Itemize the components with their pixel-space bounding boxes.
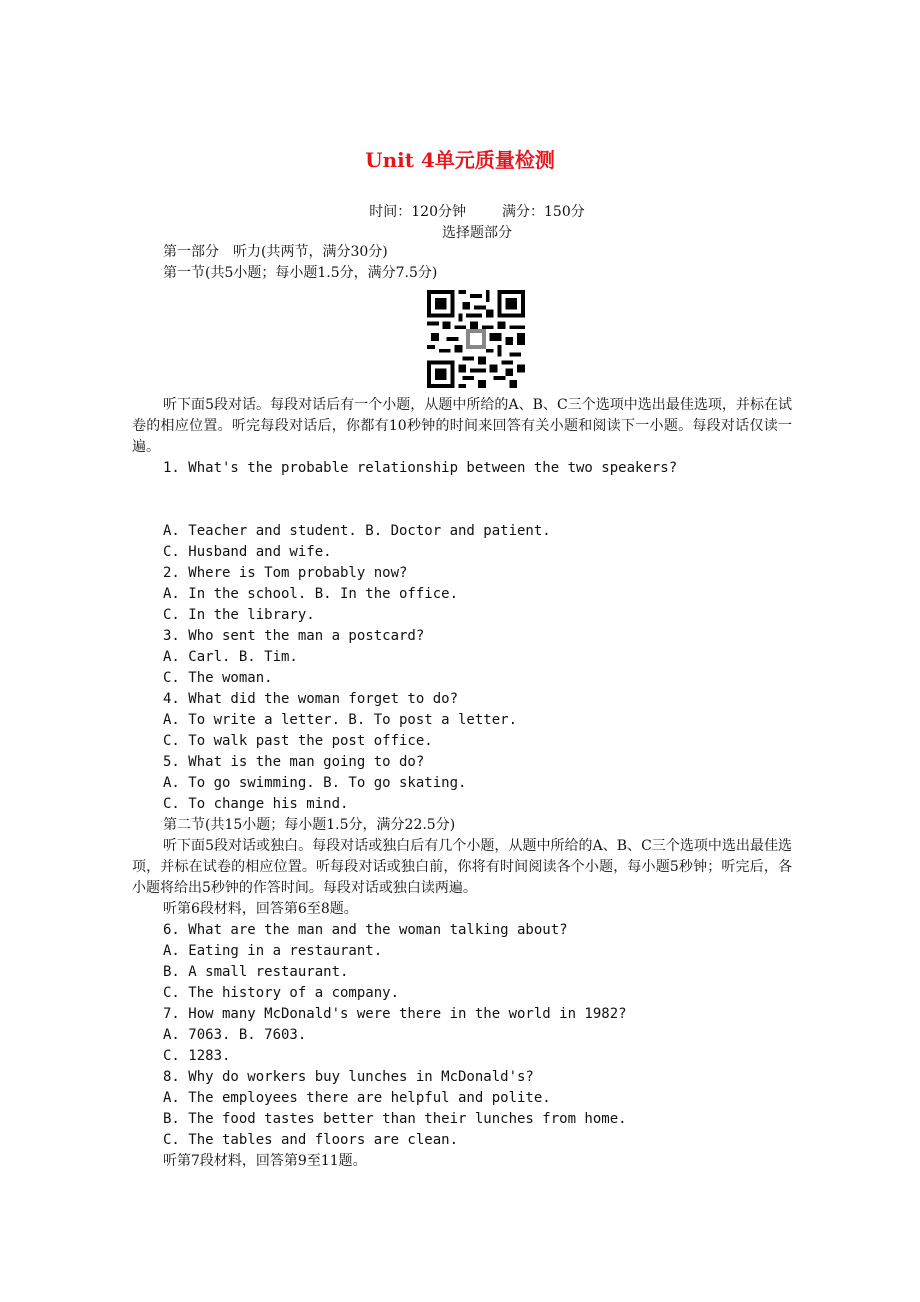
question-5: 5. What is the man going to do? — [163, 754, 425, 770]
question-2-options-ab: A. In the school. B. In the office. — [163, 586, 459, 602]
question-4-options-ab: A. To write a letter. B. To post a letter. — [163, 712, 518, 728]
question-7-options-ab: A. 7063. B. 7603. — [163, 1027, 307, 1043]
question-1-option-c: C. Husband and wife. — [163, 544, 332, 560]
section-label: 选择题部分 — [442, 225, 512, 241]
question-8-option-c: C. The tables and floors are clean. — [163, 1132, 459, 1148]
section2-heading: 第二节(共15小题；每小题1.5分，满分22.5分) — [163, 817, 456, 833]
question-4-option-c: C. To walk past the post office. — [163, 733, 433, 749]
material-7-intro: 听第7段材料，回答第9至11题。 — [163, 1153, 367, 1169]
question-6: 6. What are the man and the woman talking about? — [163, 922, 568, 938]
question-5-options-ab: A. To go swimming. B. To go skating. — [163, 775, 467, 791]
qr-code — [427, 290, 525, 388]
question-7-option-c: C. 1283. — [163, 1048, 231, 1064]
question-6-option-c: C. The history of a company. — [163, 985, 400, 1001]
part1-heading: 第一部分 听力(共两节，满分30分) — [163, 244, 388, 260]
question-4: 4. What did the woman forget to do? — [163, 691, 459, 707]
question-2: 2. Where is Tom probably now? — [163, 565, 408, 581]
question-3-option-c: C. The woman. — [163, 670, 273, 686]
section1-instructions: 听下面5段对话。每段对话后有一个小题，从题中所给的A、B、C三个选项中选出最佳选项，并标在试卷的相应位置。听完每段对话后，你都有10秒钟的时间来回答有关小题和阅读下一小题。每段对话仅读一遍。 — [132, 397, 792, 455]
page-title: Unit 4单元质量检测 — [365, 148, 555, 172]
time-limit: 时间：120分钟 — [369, 204, 466, 220]
material-6-intro: 听第6段材料，回答第6至8题。 — [163, 901, 358, 917]
full-score: 满分：150分 — [502, 204, 585, 220]
question-7: 7. How many McDonald's were there in the world in 1982? — [163, 1006, 627, 1022]
exam-meta — [0, 201, 920, 221]
question-8-option-a: A. The employees there are helpful and polite. — [163, 1090, 551, 1106]
question-5-option-c: C. To change his mind. — [163, 796, 349, 812]
question-3-options-ab: A. Carl. B. Tim. — [163, 649, 298, 665]
section1-heading: 第一节(共5小题；每小题1.5分，满分7.5分) — [163, 265, 438, 281]
question-6-option-b: B. A small restaurant. — [163, 964, 349, 980]
question-3: 3. Who sent the man a postcard? — [163, 628, 425, 644]
question-6-option-a: A. Eating in a restaurant. — [163, 943, 383, 959]
section2-instructions: 听下面5段对话或独白。每段对话或独白后有几个小题，从题中所给的A、B、C三个选项中选出最佳选项，并标在试卷的相应位置。听每段对话或独白前，你将有时间阅读各个小题，每小题5秒钟；听完后，各小题将给出5秒钟的作答时间。每段对话或独白读两遍。 — [132, 838, 792, 896]
question-8-option-b: B. The food tastes better than their lunches from home. — [163, 1111, 627, 1127]
question-8: 8. Why do workers buy lunches in McDonald's? — [163, 1069, 534, 1085]
question-1-options-ab: A. Teacher and student. B. Doctor and patient. — [163, 523, 551, 539]
question-1: 1. What's the probable relationship between the two speakers? — [163, 460, 678, 476]
question-2-option-c: C. In the library. — [163, 607, 315, 623]
